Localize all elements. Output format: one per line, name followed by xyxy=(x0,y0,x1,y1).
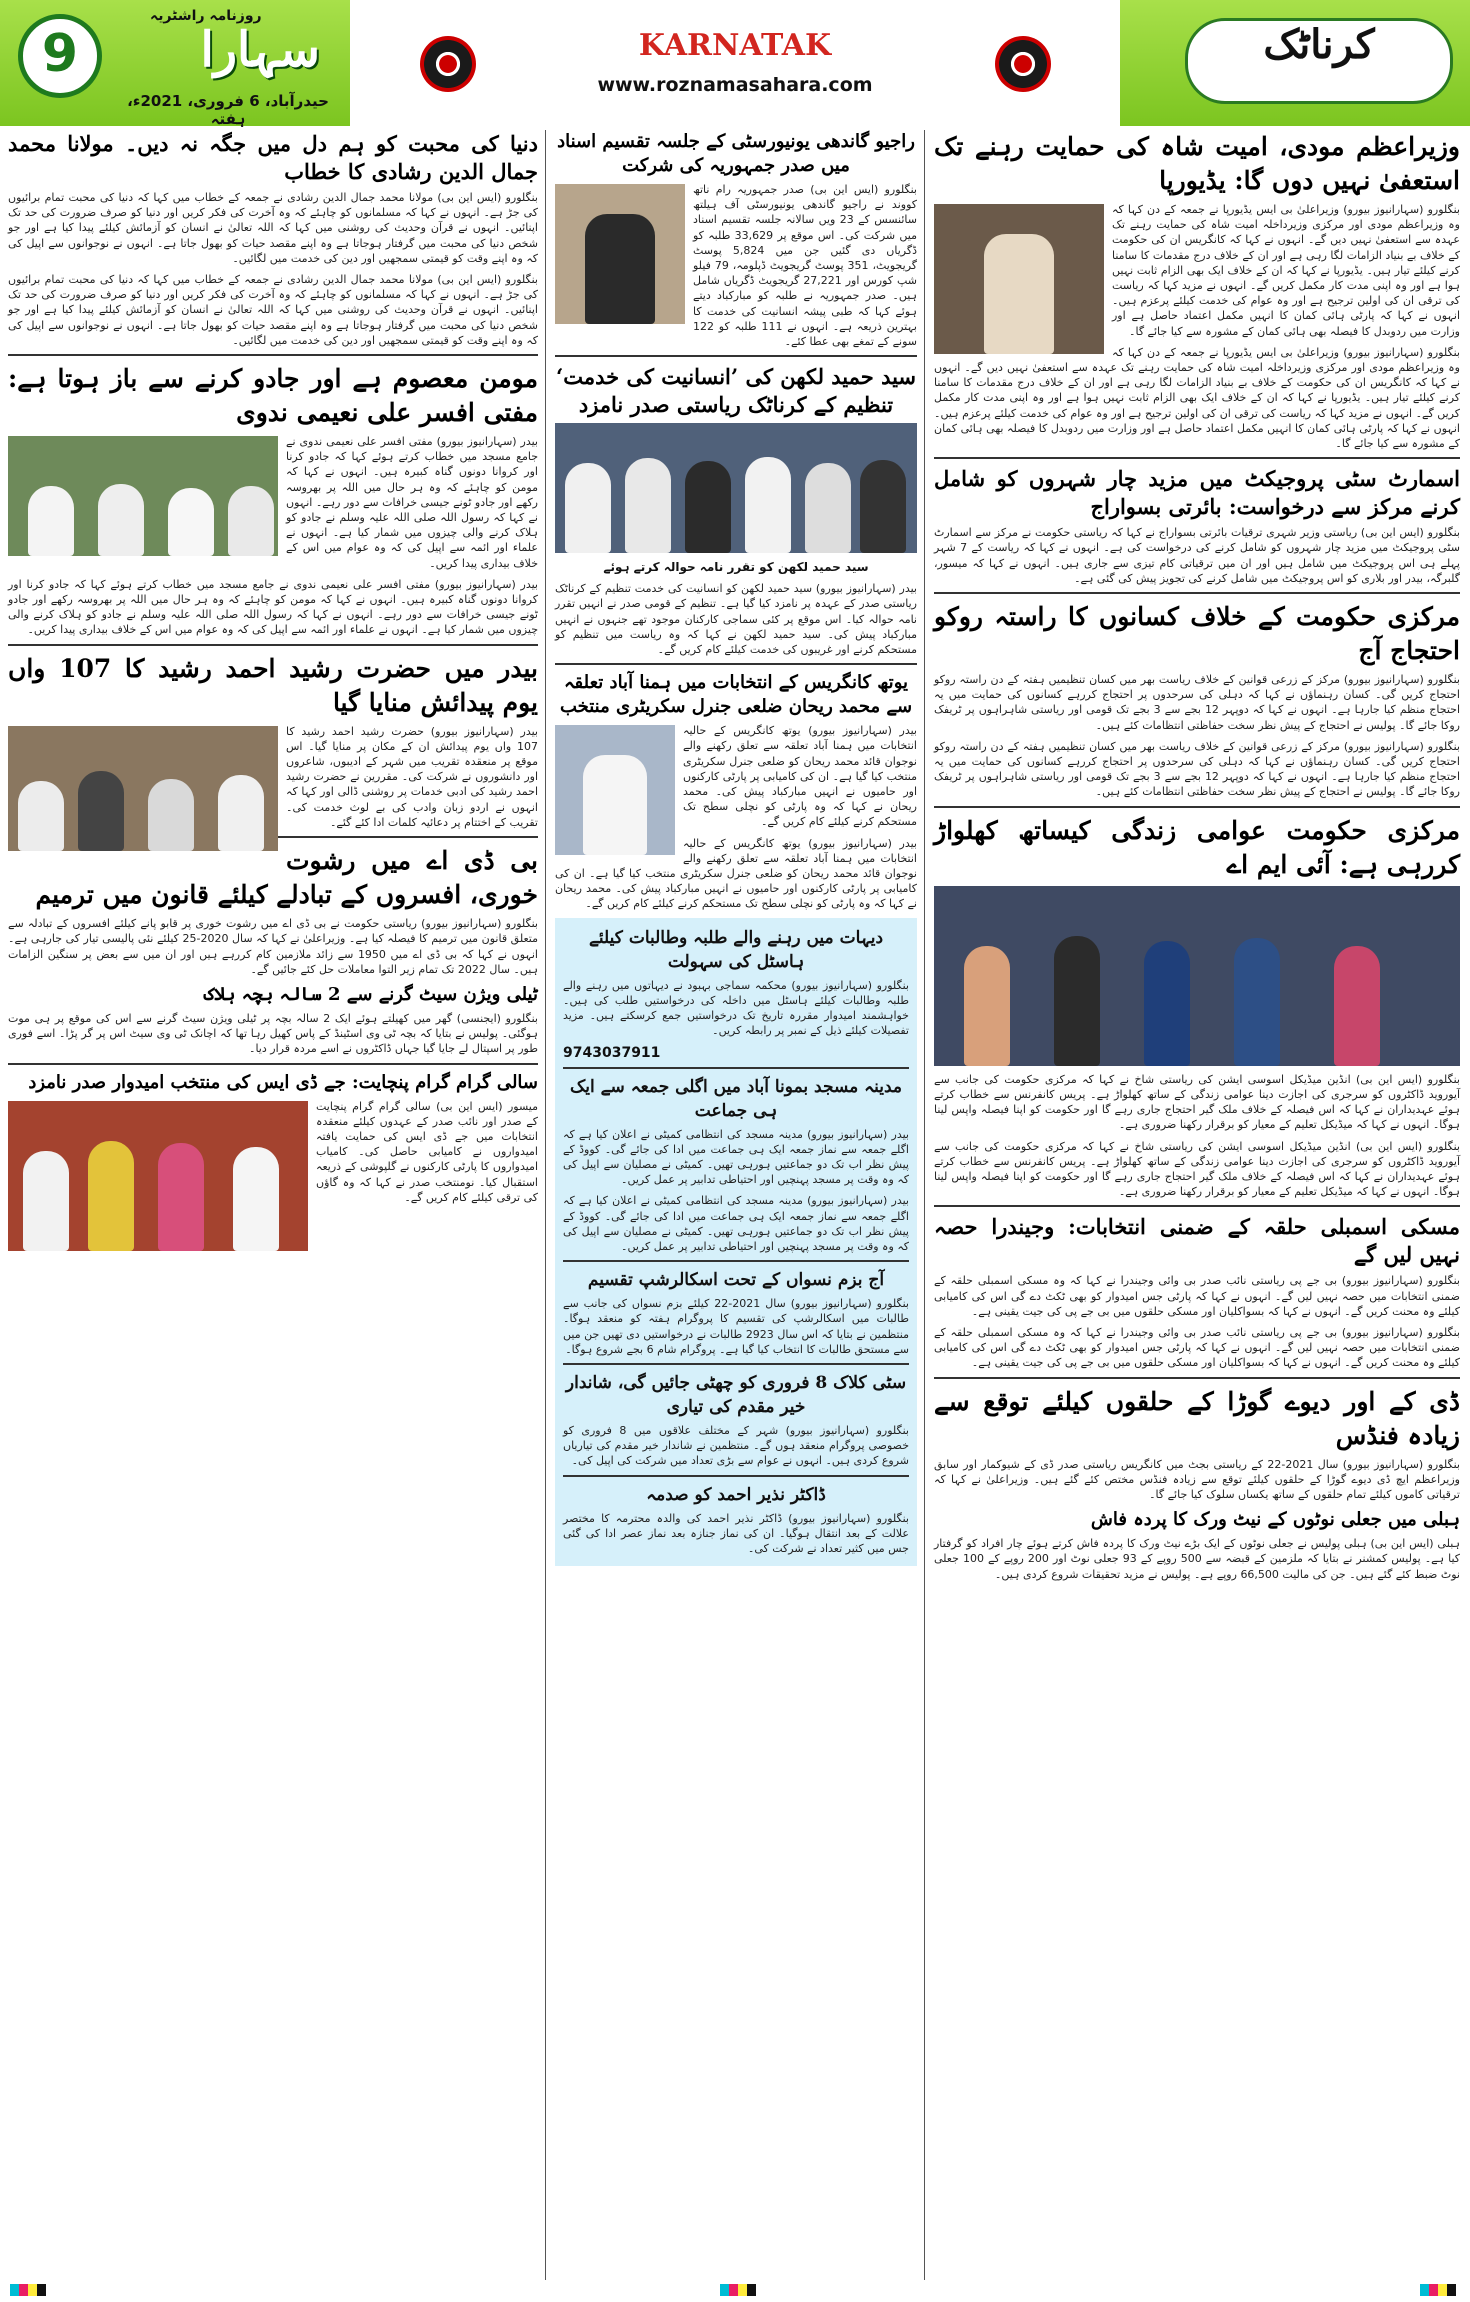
dateline: حیدرآباد، 6 فروری، 2021ء، ہفتہ xyxy=(127,92,329,128)
person-figure xyxy=(745,457,791,553)
emblem-left-icon xyxy=(420,36,476,92)
article-farmers-protest xyxy=(934,600,1460,800)
article-body: ہبلی (ایس این بی) ہبلی پولیس نے جعلی نوٹوں کے ایک بڑے نیٹ ورک کا پردہ فاش کرتے ہوئے چار افراد کو گرفتار کیا ہے۔ پولیس کمشنر نے بتایا کہ ملزمین کے قبضہ سے 500 روپے کے 93 جعلی نوٹ اور 200 روپے کے 100 جعلی نوٹ ضبط کئے گئے ہیں۔ جن کی مالیت 66,500 روپے ہے۔ پولیس نے مزید تحقیقات شروع کردی ہیں۔ xyxy=(934,1537,1461,1581)
article-body: بنگلورو (ایس این بی) صدر جمہوریہ رام ناتھ کووند نے راجیو گاندھی یونیورسٹی آف ہیلتھ سائنسس کے 23 ویں سالانہ جلسہ تقسیم اسناد میں شرکت کی۔ اس موقع پر 33,629 طلبہ کو ڈگریاں دی گئیں جن میں 5,824 پوسٹ گریجویٹ، 351 پوسٹ گریجویٹ ڈپلومہ، 79 فیلو شپ کورس اور 27,221 گریجویٹ ڈگریاں شامل ہیں۔ صدر جمہوریہ نے طلبہ کو مبارکباد دیتے ہوئے کہا کہ طبی پیشہ انسانیت کی خدمت کا بہترین ذریعہ ہے۔ انہوں نے 111 طلبہ کو 122 سونے کے تمغے بھی عطا کئے۔ xyxy=(693,183,918,349)
article-funds xyxy=(934,1385,1460,1503)
person-figure xyxy=(158,1143,204,1251)
article-body: بیدر (سہارانیوز بیورو) یوتھ کانگریس کے حالیہ انتخابات میں ہمنا آباد تعلقہ سے تعلق رکھنے والے نوجوان قائد محمد ریحان کو ضلعی جنرل سکریٹری منتخب کیا گیا ہے۔ ان کی کامیابی پر پارٹی کارکنوں اور حامیوں نے انہیں مبارکباد پیش کی۔ محمد ریحان نے کہا کہ وہ پارٹی کو نچلی سطح تک مستحکم کرنے کیلئے کام کریں گے۔ xyxy=(683,724,917,829)
portrait-figure xyxy=(984,234,1054,354)
divider xyxy=(8,354,538,356)
portrait-figure xyxy=(583,755,647,855)
divider xyxy=(934,806,1460,808)
article-fake-currency xyxy=(934,1508,1460,1582)
paper-logo-subtitle: روزنامہ راشٹریہ xyxy=(150,8,262,24)
person-figure xyxy=(88,1141,134,1251)
article-body: بنگلورو (سہارانیوز بیورو) مرکز کے زرعی قوانین کے خلاف ریاست بھر میں کسان تنظیمیں ہفتہ کے دن راستہ روکو احتجاج کریں گی۔ کسان رہنماؤں نے کہا کہ دہلی کی سرحدوں پر احتجاج کررہے کسانوں کی حمایت میں یہ احتجاج منظم کیا جارہا ہے۔ انہوں نے کہا کہ دوپہر 12 بجے سے 3 بجے تک قومی اور ریاستی شاہراہوں پر ٹریفک روکا جائے گا۔ پولیس نے احتجاج کے پیش نظر سخت حفاظتی انتظامات کئے ہیں۔ xyxy=(934,739,1461,799)
photo-birthday-event xyxy=(8,726,278,851)
page-number: 9 xyxy=(18,14,102,98)
headline: مومن معصوم ہے اور جادو کرنے سے باز ہوتا ہے: مفتی افسر علی نعیمی ندوی xyxy=(8,364,538,428)
headline: سٹی کلاک 8 فروری کو چھٹی جائیں گی، شاندار خیر مقدم کی تیاری xyxy=(565,1372,907,1417)
article-insaniyat-ki-khidmat xyxy=(555,363,917,657)
person-figure xyxy=(860,460,906,553)
person-figure xyxy=(685,461,731,553)
divider xyxy=(563,1363,909,1365)
person-figure xyxy=(1054,936,1100,1066)
divider xyxy=(8,644,538,646)
article-mufti-nadvi xyxy=(8,362,538,638)
article-youth-congress xyxy=(555,671,917,911)
article-body: بنگلورو (سہارانیوز بیورو) بی جے پی ریاستی نائب صدر بی وائی وجیندرا نے کہا کہ وہ مسکی اسمبلی حلقہ کے ضمنی انتخابات میں حصہ نہیں لیں گے۔ انہوں نے کہا کہ پارٹی جس امیدوار کو بھی ٹکٹ دے گی اس کی کامیابی کیلئے وہ محنت کریں گے۔ انہوں نے کہا کہ بسواکلیان اور مسکی حلقوں میں بی جے پی کی جیت یقینی ہے۔ xyxy=(934,1274,1460,1318)
registration-mark xyxy=(10,2284,46,2296)
article-ima xyxy=(934,814,1460,1200)
photo-caption: سید حمید لکھن کو تقرر نامہ حوالہ کرتے ہوئے xyxy=(603,560,869,575)
person-figure xyxy=(1144,941,1190,1066)
article-body: بنگلورو (سہارانیوز بیورو) شہر کے مختلف علاقوں میں 8 فروری کو خصوصی پروگرام منعقد ہوں گے۔ منتظمین نے شاندار خیر مقدم کی تیاریاں شروع کردی ہیں۔ انہوں نے عوام سے بڑی تعداد میں شرکت کی اپیل کی۔ xyxy=(563,1423,909,1468)
edition-title: KARNATAK xyxy=(638,28,832,63)
article-body: بنگلورو (ایس این بی) مولانا محمد جمال الدین رشادی نے جمعہ کے خطاب میں کہا کہ دنیا کی محبت تمام برائیوں کی جڑ ہے۔ انہوں نے کہا کہ مسلمانوں کو چاہئے کہ وہ آخرت کی فکر کریں اور دنیا کو صرف ضرورت کی حد تک اپنائیں۔ انہوں نے قرآن وحدیث کی روشنی میں کہا کہ اللہ تعالیٰ نے انسان کو آزمائش کیلئے پیدا کیا ہے اور جو شخص دنیا کی محبت میں گرفتار ہوجاتا ہے وہ اپنے مقصد حیات کو بھول جاتا ہے۔ انہوں نے نوجوانوں سے اپیل کی کہ وہ اپنے وقت کو قیمتی سمجھیں اور دین کی خدمت میں لگائیں۔ xyxy=(8,273,538,347)
paper-logo-name: سہارا xyxy=(200,22,320,78)
headline: سالی گرام گرام پنچایت: جے ڈی ایس کی منتخب امیدوار صدر نامزد xyxy=(28,1071,538,1093)
article-body: بیدر (سہارانیوز بیورو) حضرت رشید احمد رشید کا 107 واں یوم پیدائش ان کے مکان پر منایا گیا۔ اس موقع پر منعقدہ تقریب میں شہر کے ادیبوں، شاعروں اور دانشوروں نے شرکت کی۔ مقررین نے حضرت رشید احمد رشید کی ادبی خدمات پر روشنی ڈالی اور کہا کہ انہوں نے اردو زبان وادب کی بے لوث خدمت کی۔ تقریب کے اختتام پر دعائیہ کلمات ادا کئے گئے۔ xyxy=(286,724,538,829)
person-figure xyxy=(805,463,851,553)
article-rasheed-birthday xyxy=(8,652,538,830)
person-figure xyxy=(233,1147,279,1251)
person-figure xyxy=(23,1151,69,1251)
person-figure xyxy=(98,484,144,556)
person-figure xyxy=(228,486,274,556)
photo-mohammed-rehan xyxy=(555,725,675,855)
divider xyxy=(934,1377,1460,1379)
article-body: بنگلورو (سہارانیوز بیورو) سال 2021-22 کے ریاستی بجٹ میں کانگریس ریاستی صدر ڈی کے شیوکمار اور سابق وزیراعظم ایچ ڈی دیوے گوڑا کے حلقوں کیلئے توقع سے زیادہ فنڈس مختص کئے گئے ہیں۔ وزیراعلیٰ نے کہا کہ ترقیاتی کاموں کیلئے تمام حلقوں کے ساتھ یکساں سلوک کیا جائے گا۔ xyxy=(934,1457,1460,1501)
person-figure xyxy=(1334,946,1380,1066)
article-body: بنگلورو (سہارانیوز بیورو) سال 2021-22 کیلئے بزم نسواں کی جانب سے طالبات میں اسکالرشپ کی تقسیم کا پروگرام ہفتہ کو منعقد ہوگا۔ منتظمین نے بتایا کہ اس سال 2923 طالبات نے درخواستیں دی تھیں جن میں سے مستحق طالبات کا انتخاب کیا گیا ہے۔ پروگرام شام 6 بجے شروع ہوگا۔ xyxy=(563,1297,910,1356)
masthead xyxy=(0,0,1470,126)
person-figure xyxy=(964,946,1010,1066)
emblem-right-icon xyxy=(995,36,1051,92)
article-body: بنگلورو (ایس این بی) مولانا محمد جمال الدین رشادی نے جمعہ کے خطاب میں کہا کہ دنیا کی محبت تمام برائیوں کی جڑ ہے۔ انہوں نے کہا کہ مسلمانوں کو چاہئے کہ وہ آخرت کی فکر کریں اور دنیا کو صرف ضرورت کی حد تک اپنائیں۔ انہوں نے قرآن وحدیث کی روشنی میں کہا کہ اللہ تعالیٰ نے انسان کو آزمائش کیلئے پیدا کیا ہے اور جو شخص دنیا کی محبت میں گرفتار ہوجاتا ہے وہ اپنے مقصد حیات کو بھول جاتا ہے۔ انہوں نے نوجوانوں سے اپیل کی کہ وہ اپنے وقت کو قیمتی سمجھیں اور دین کی خدمت میں لگائیں۔ xyxy=(8,191,538,265)
right-column xyxy=(934,130,1460,2280)
article-body: بیدر (سہارانیوز بیورو) یوتھ کانگریس کے حالیہ انتخابات میں ہمنا آباد تعلقہ سے تعلق رکھنے والے نوجوان قائد محمد ریحان کو ضلعی جنرل سکریٹری منتخب کیا گیا ہے۔ ان کی کامیابی پر پارٹی کارکنوں اور حامیوں نے انہیں مبارکباد پیش کی۔ محمد ریحان نے کہا کہ وہ پارٹی کو نچلی سطح تک مستحکم کرنے کیلئے کام کریں گے۔ xyxy=(555,836,917,911)
article-welcome xyxy=(563,1371,909,1469)
article-body: بیدر (سہارانیوز بیورو) مفتی افسر علی نعیمی ندوی نے جامع مسجد میں خطاب کرتے ہوئے کہا کہ جادو کرنا اور کروانا دونوں گناہ کبیرہ ہیں۔ انہوں نے کہا کہ مومن کو چاہئے کہ وہ ہر حال میں اللہ پر بھروسہ رکھے اور جادو ٹونے جیسی خرافات سے دور رہے۔ انہوں نے کہا کہ رسول اللہ صلی اللہ علیہ وسلم نے جادو کو ہلاک کرنے والی چیزوں میں شمار کیا ہے۔ انہوں نے علماء اور ائمہ سے اپیل کی کہ وہ عوام میں اس کے خلاف بیداری پیدا کریں۔ xyxy=(8,577,538,637)
article-body: بنگلورو (ایس این بی) انڈین میڈیکل اسوسی ایشن کی ریاستی شاخ نے کہا کہ مرکزی حکومت کی جانب سے آیوروید ڈاکٹروں کو سرجری کی اجازت دینا عوامی زندگی کے ساتھ کھلواڑ ہے۔ پریس کانفرنس سے خطاب کرتے ہوئے عہدیداران نے کہا کہ اس فیصلہ کے خلاف ملک گیر احتجاج جاری رہے گا اور حکومت کو اپنا فیصلہ واپس لینا ہوگا۔ انہوں نے کہا کہ میڈیکل تعلیم کے معیار کو برقرار رکھنا ضروری ہے۔ xyxy=(934,1139,1460,1199)
person-figure xyxy=(78,771,124,851)
article-yediyurappa xyxy=(934,130,1460,451)
divider xyxy=(563,1475,909,1477)
article-condolence xyxy=(563,1483,909,1557)
headline: ڈاکٹر نذیر احمد کو صدمہ xyxy=(646,1484,826,1505)
article-smart-city xyxy=(934,465,1460,586)
divider xyxy=(563,1260,909,1262)
photo-president xyxy=(555,184,685,324)
person-figure xyxy=(18,781,64,851)
person-figure xyxy=(565,463,611,553)
headline: مرکزی حکومت کے خلاف کسانوں کا راستہ روکو احتجاج آج xyxy=(934,602,1460,666)
contact-phone: 9743037911 xyxy=(563,1044,661,1061)
article-scholarship xyxy=(563,1268,909,1357)
article-rashadi-speech xyxy=(8,130,538,348)
website-url[interactable]: www.roznamasahara.com xyxy=(597,74,873,96)
photo-panchayat-celebration xyxy=(8,1101,308,1251)
headline: مرکزی حکومت عوامی زندگی کیساتھ کھلواڑ کررہی ہے: آئی ایم اے xyxy=(934,815,1460,879)
column-divider xyxy=(924,130,925,2280)
article-body: بیدر (سہارانیوز بیورو) مفتی افسر علی نعیمی ندوی نے جامع مسجد میں خطاب کرتے ہوئے کہا کہ جادو کرنا اور کروانا دونوں گناہ کبیرہ ہیں۔ انہوں نے کہا کہ مومن کو چاہئے کہ وہ ہر حال میں اللہ پر بھروسہ رکھے اور جادو ٹونے جیسی خرافات سے دور رہے۔ انہوں نے کہا کہ رسول اللہ صلی اللہ علیہ وسلم نے جادو کو ہلاک کرنے والی چیزوں میں شمار کیا ہے۔ انہوں نے علماء اور ائمہ سے اپیل کی کہ وہ عوام میں اس کے خلاف بیداری پیدا کریں۔ xyxy=(286,435,538,570)
photo-organisation-group xyxy=(555,423,917,553)
headline: دیہات میں رہنے والے طلبہ وطالبات کیلئے ہاسٹل کی سہولت xyxy=(588,927,884,972)
divider xyxy=(563,1067,909,1069)
shaded-box xyxy=(555,918,917,1566)
headline: ڈی کے اور دیوے گوڑا کے حلقوں کیلئے توقع سے زیادہ فنڈس xyxy=(934,1386,1460,1450)
headline: یوتھ کانگریس کے انتخابات میں ہمنا آباد تعلقہ سے محمد ریحان ضلعی جنرل سکریٹری منتخب xyxy=(559,672,913,718)
headline: بیدر میں حضرت رشید احمد رشید کا 107 واں یوم پیدائش منایا گیا xyxy=(8,653,538,717)
article-bda-bribery xyxy=(8,844,538,977)
person-figure xyxy=(218,775,264,851)
article-muski-bypoll xyxy=(934,1213,1460,1370)
divider xyxy=(555,663,917,665)
headline: مدینہ مسجد بمونا آباد میں اگلی جمعہ سے ایک ہی جماعت xyxy=(570,1076,902,1121)
article-body: بیدر (سہارانیوز بیورو) مدینہ مسجد کی انتظامی کمیٹی نے اعلان کیا ہے کہ اگلے جمعہ سے نماز جمعہ ایک ہی جماعت میں ادا کی جائے گی۔ کووڈ کے پیش نظر اب تک دو جماعتیں ہورہی تھیں۔ کمیٹی نے مصلیان سے اپیل کی کہ وہ وقت پر مسجد پہنچیں اور احتیاطی تدابیر پر عمل کریں۔ xyxy=(563,1194,909,1253)
article-body: بیدر (سہارانیوز بیورو) مدینہ مسجد کی انتظامی کمیٹی نے اعلان کیا ہے کہ اگلے جمعہ سے نماز جمعہ ایک ہی جماعت میں ادا کی جائے گی۔ کووڈ کے پیش نظر اب تک دو جماعتیں ہورہی تھیں۔ کمیٹی نے مصلیان سے اپیل کی کہ وہ وقت پر مسجد پہنچیں اور احتیاطی تدابیر پر عمل کریں۔ xyxy=(563,1127,909,1187)
article-body: بیدر (سہارانیوز بیورو) سید حمید لکھن کو انسانیت کی خدمت تنظیم کے کرناٹک ریاستی صدر کے عہدہ پر نامزد کیا گیا ہے۔ تنظیم کے قومی صدر نے انہیں تقرر نامہ حوالہ کیا۔ اس موقع پر کئی سماجی کارکنان موجود تھے جنہوں نے انہیں مبارکباد پیش کی۔ سید حمید لکھن نے کہا کہ وہ ریاست میں تنظیم کو مستحکم کرنے اور غریبوں کی خدمت کیلئے کام کریں گے۔ xyxy=(555,582,917,657)
registration-mark xyxy=(720,2284,756,2296)
divider xyxy=(934,1205,1460,1207)
portrait-figure xyxy=(585,214,655,324)
divider xyxy=(934,457,1460,459)
headline: ٹیلی ویژن سیٹ گرنے سے 2 سالہ بچہ ہلاک xyxy=(203,983,538,1005)
photo-ima-press-conference xyxy=(934,886,1460,1066)
person-figure xyxy=(625,458,671,553)
registration-mark xyxy=(1420,2284,1456,2296)
divider xyxy=(555,355,917,357)
article-body: بنگلورو (ایس این بی) انڈین میڈیکل اسوسی ایشن کی ریاستی شاخ نے کہا کہ مرکزی حکومت کی جانب سے آیوروید ڈاکٹروں کو سرجری کی اجازت دینا عوامی زندگی کے ساتھ کھلواڑ ہے۔ پریس کانفرنس سے خطاب کرتے ہوئے عہدیداران نے کہا کہ اس فیصلہ کے خلاف ملک گیر احتجاج جاری رہے گا اور حکومت کو اپنا فیصلہ واپس لینا ہوگا۔ انہوں نے کہا کہ میڈیکل تعلیم کے معیار کو برقرار رکھنا ضروری ہے۔ xyxy=(934,1072,1460,1132)
article-body: بنگلورو (سہارانیوز بیورو) ریاستی حکومت نے بی ڈی اے میں رشوت خوری پر قابو پانے کیلئے افسروں کے تبادلہ سے متعلق قانون میں ترمیم کا فیصلہ کیا ہے۔ وزیراعلیٰ نے کہا کہ سال 2020-25 کیلئے نئی پالیسی تیار کی جارہی ہے۔ انہوں نے کہا کہ بی ڈی اے میں 1950 سے زائد ملازمین کام کررہے ہیں اور ان میں سے بعض پر سنگین الزامات ہیں۔ سال 2022 تک تمام زیر التوا معاملات حل کئے جائیں گے۔ xyxy=(8,917,538,976)
photo-mosque-gathering xyxy=(8,436,278,556)
paper-logo xyxy=(110,8,320,80)
article-body: بنگلورو (سہارانیوز بیورو) وزیراعلیٰ بی ایس یڈیورپا نے جمعہ کے دن کہا کہ وہ وزیراعظم مودی اور مرکزی وزیرداخلہ امیت شاہ کی حمایت رہنے تک عہدہ سے استعفیٰ نہیں دیں گے۔ انہوں نے کہا کہ کانگریس ان کی حکومت کے خلاف بے بنیاد الزامات لگا رہی ہے اور ان کے خلاف درج مقدمات کا سامنا کرنے کیلئے تیار ہیں۔ یڈیورپا نے کہا کہ ان کے خلاف ایک بھی الزام ثابت نہیں ہوا ہے اور وہ اپنی مدت کار مکمل کریں گے۔ انہوں نے مزید کہا کہ ریاست کی ترقی ان کی اولین ترجیح ہے اور وہ عوام کی خدمت کیلئے پرعزم ہیں۔ انہوں نے کہا کہ پارٹی ہائی کمان کا انہیں مکمل اعتماد حاصل ہے اور وزارت میں ردوبدل کا فیصلہ بھی ہائی کمان کے مشورہ سے کیا جائے گا۔ xyxy=(934,345,1460,451)
divider xyxy=(8,1063,538,1065)
article-body: بنگلورو (ایس این بی) ریاستی وزیر شہری ترقیات بائرتی بسواراج نے کہا کہ ریاستی حکومت نے مرکز سے اسمارٹ سٹی پروجیکٹ میں مزید چار شہروں کو شامل کرنے کی درخواست کی ہے۔ انہوں نے کہا کہ ریاست کے 7 شہر پہلے ہی اس پروجیکٹ میں شامل ہیں اور ان میں ترقیاتی کام تیزی سے جاری ہیں۔ انہوں نے کہا کہ میسور، گلبرگہ، بیدر اور بلاری کو اس پروجیکٹ میں شامل کرنے کی تجویز پیش کی گئی ہے۔ xyxy=(934,526,1461,585)
person-figure xyxy=(1234,938,1280,1066)
article-president-convocation xyxy=(555,130,917,349)
article-body: بنگلورو (ایجنسی) گھر میں کھیلتے ہوئے ایک 2 سالہ بچہ پر ٹیلی ویژن سیٹ گرنے سے اس کی موقع پر ہی موت ہوگئی۔ پولیس نے بتایا کہ بچہ ٹی وی اسٹینڈ کے پاس کھیل رہا تھا کہ اچانک ٹی وی سیٹ اس پر گر پڑا۔ اسے فوری طور پر اسپتال لے جایا گیا جہاں ڈاکٹروں نے اسے مردہ قرار دیا۔ xyxy=(8,1011,538,1056)
headline: دنیا کی محبت کو ہم دل میں جگہ نہ دیں۔ مولانا محمد جمال الدین رشادی کا خطاب xyxy=(8,131,538,184)
divider xyxy=(934,592,1460,594)
headline: سید حمید لکھن کی ’انسانیت کی خدمت‘ تنظیم کے کرناٹک ریاستی صدر نامزد xyxy=(555,364,917,418)
article-madina-masjid xyxy=(563,1075,909,1255)
headline: وزیراعظم مودی، امیت شاہ کی حمایت رہنے تک استعفیٰ نہیں دوں گا: یڈیورپا xyxy=(934,132,1460,195)
article-saligrama-panchayat xyxy=(8,1071,538,1205)
article-body: بنگلورو (سہارانیوز بیورو) مرکز کے زرعی قوانین کے خلاف ریاست بھر میں کسان تنظیمیں ہفتہ کے دن راستہ روکو احتجاج کریں گی۔ کسان رہنماؤں نے کہا کہ دہلی کی سرحدوں پر احتجاج کررہے کسانوں کی حمایت میں یہ احتجاج منظم کیا جارہا ہے۔ انہوں نے کہا کہ دوپہر 12 بجے سے 3 بجے تک قومی اور ریاستی شاہراہوں پر ٹریفک روکا جائے گا۔ پولیس نے احتجاج کے پیش نظر سخت حفاظتی انتظامات کئے ہیں۔ xyxy=(934,673,1461,732)
headline: ہبلی میں جعلی نوٹوں کے نیٹ ورک کا پردہ فاش xyxy=(1090,1509,1460,1531)
headline: آج بزم نسواں کے تحت اسکالرشپ تقسیم xyxy=(587,1270,885,1291)
article-body: میسور (ایس این بی) سالی گرام گرام پنچایت کے صدر اور نائب صدر کے عہدوں کیلئے منعقدہ انتخابات میں جے ڈی ایس کی حمایت یافتہ امیدواروں نے کامیابی حاصل کی۔ کامیاب امیدواروں کا پارٹی کارکنوں نے گلپوشی کے ذریعہ استقبال کیا۔ نومنتخب صدر نے کہا کہ وہ گاؤں کی ترقی کیلئے کام کریں گے۔ xyxy=(316,1099,538,1204)
column-divider xyxy=(545,130,546,2280)
person-figure xyxy=(168,488,214,556)
headline: اسمارٹ سٹی پروجیکٹ میں مزید چار شہروں کو شامل کرنے مرکز سے درخواست: بائرتی بسواراج xyxy=(934,466,1460,520)
person-figure xyxy=(28,486,74,556)
article-body: بنگلورو (سہارانیوز بیورو) بی جے پی ریاستی نائب صدر بی وائی وجیندرا نے کہا کہ وہ مسکی اسمبلی حلقہ کے ضمنی انتخابات میں حصہ نہیں لیں گے۔ انہوں نے کہا کہ پارٹی جس امیدوار کو بھی ٹکٹ دے گی اس کی کامیابی کیلئے وہ محنت کریں گے۔ انہوں نے کہا کہ بسواکلیان اور مسکی حلقوں میں بی جے پی کی جیت یقینی ہے۔ xyxy=(934,1325,1460,1370)
article-body: بنگلورو (سہارانیوز بیورو) وزیراعلیٰ بی ایس یڈیورپا نے جمعہ کے دن کہا کہ وہ وزیراعظم مودی اور مرکزی وزیرداخلہ امیت شاہ کی حمایت رہنے تک عہدہ سے استعفیٰ نہیں دیں گے۔ انہوں نے کہا کہ کانگریس ان کی حکومت کے خلاف بے بنیاد الزامات لگا رہی ہے اور ان کے خلاف درج مقدمات کا سامنا کرنے کیلئے تیار ہیں۔ یڈیورپا نے کہا کہ ان کے خلاف ایک بھی الزام ثابت نہیں ہوا ہے اور وہ اپنی مدت کار مکمل کریں گے۔ انہوں نے مزید کہا کہ ریاست کی ترقی ان کی اولین ترجیح ہے اور وہ عوام کی خدمت کیلئے پرعزم ہیں۔ انہوں نے کہا کہ پارٹی ہائی کمان کا انہیں مکمل اعتماد حاصل ہے اور وزارت میں ردوبدل کا فیصلہ بھی ہائی کمان کے مشورہ سے کیا جائے گا۔ xyxy=(1112,203,1460,338)
article-body: بنگلورو (سہارانیوز بیورو) محکمہ سماجی بہبود نے دیہاتوں میں رہنے والے طلبہ وطالبات کیلئے ہاسٹل میں داخلہ کی درخواستیں طلب کی ہیں۔ خواہشمند امیدوار مقررہ تاریخ تک درخواستیں جمع کرسکتے ہیں۔ مزید تفصیلات کیلئے ذیل کے نمبر پر رابطہ کریں۔ xyxy=(563,978,909,1038)
left-column xyxy=(8,130,538,2280)
headline: مسکی اسمبلی حلقہ کے ضمنی انتخابات: وجیندرا حصہ نہیں لیں گے xyxy=(934,1214,1460,1268)
photo-yediyurappa xyxy=(934,204,1104,354)
person-figure xyxy=(148,779,194,851)
headline: بی ڈی اے میں رشوت خوری، افسروں کے تبادلے کیلئے قانون میں ترمیم xyxy=(35,846,538,910)
section-title: کرناٹک xyxy=(1185,18,1453,104)
article-tv-accident xyxy=(8,983,538,1057)
article-hostel xyxy=(563,926,909,1061)
headline: راجیو گاندھی یونیورسٹی کے جلسہ تقسیم اسناد میں صدر جمہوریہ کی شرکت xyxy=(557,131,915,176)
middle-column xyxy=(555,130,917,2280)
article-body: بنگلورو (سہارانیوز بیورو) ڈاکٹر نذیر احمد کی والدہ محترمہ کا مختصر علالت کے بعد انتقال ہوگیا۔ ان کی نماز جنازہ بعد نماز عصر ادا کی گئی جس میں کثیر تعداد نے شرکت کی۔ xyxy=(563,1511,909,1555)
